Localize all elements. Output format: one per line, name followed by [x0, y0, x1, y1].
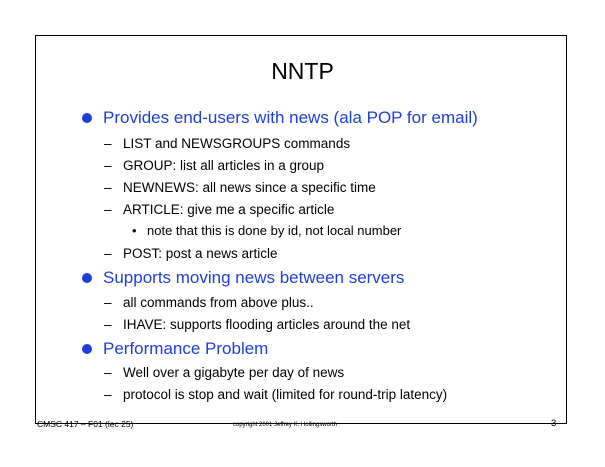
page-number: 3	[551, 418, 557, 429]
section-2-item-1: all commands from above plus..	[123, 295, 314, 310]
section-1-subitem-1: note that this is done by id, not local number	[147, 223, 402, 238]
section-1-item-5: POST: post a news article	[123, 246, 278, 261]
section-1-item-3: NEWNEWS: all news since a specific time	[123, 180, 376, 195]
section-2-bullet-icon	[82, 273, 92, 283]
sub-bullet-icon: •	[132, 223, 137, 238]
slide-title: NNTP	[271, 58, 334, 84]
dash-icon: –	[104, 246, 112, 261]
section-3-bullet-icon	[82, 344, 92, 354]
section-1-item-1: LIST and NEWSGROUPS commands	[123, 136, 351, 151]
dash-icon: –	[104, 180, 112, 195]
section-1-item-2: GROUP: list all articles in a group	[123, 158, 325, 173]
footer-course: CMSC 417 – F01 (lec 25)	[37, 419, 134, 429]
dash-icon: –	[104, 158, 112, 173]
dash-icon: –	[104, 365, 112, 380]
footer-copyright: copyright 2001 Jeffrey K. Hollingsworth	[233, 422, 337, 428]
section-2-item-2: IHAVE: supports flooding articles around the net	[123, 317, 411, 332]
dash-icon: –	[104, 387, 112, 402]
section-1-item-4: ARTICLE: give me a specific article	[123, 202, 335, 217]
dash-icon: –	[104, 136, 112, 151]
section-2-heading: Supports moving news between servers	[103, 268, 405, 287]
dash-icon: –	[104, 202, 112, 217]
section-1-heading: Provides end-users with news (ala POP for email)	[103, 108, 478, 127]
dash-icon: –	[104, 317, 112, 332]
section-3-item-1: Well over a gigabyte per day of news	[123, 365, 345, 380]
section-3-item-2: protocol is stop and wait (limited for round-trip latency)	[123, 387, 448, 402]
section-3-heading: Performance Problem	[103, 339, 269, 358]
dash-icon: –	[104, 295, 112, 310]
section-1-bullet-icon	[82, 113, 92, 123]
